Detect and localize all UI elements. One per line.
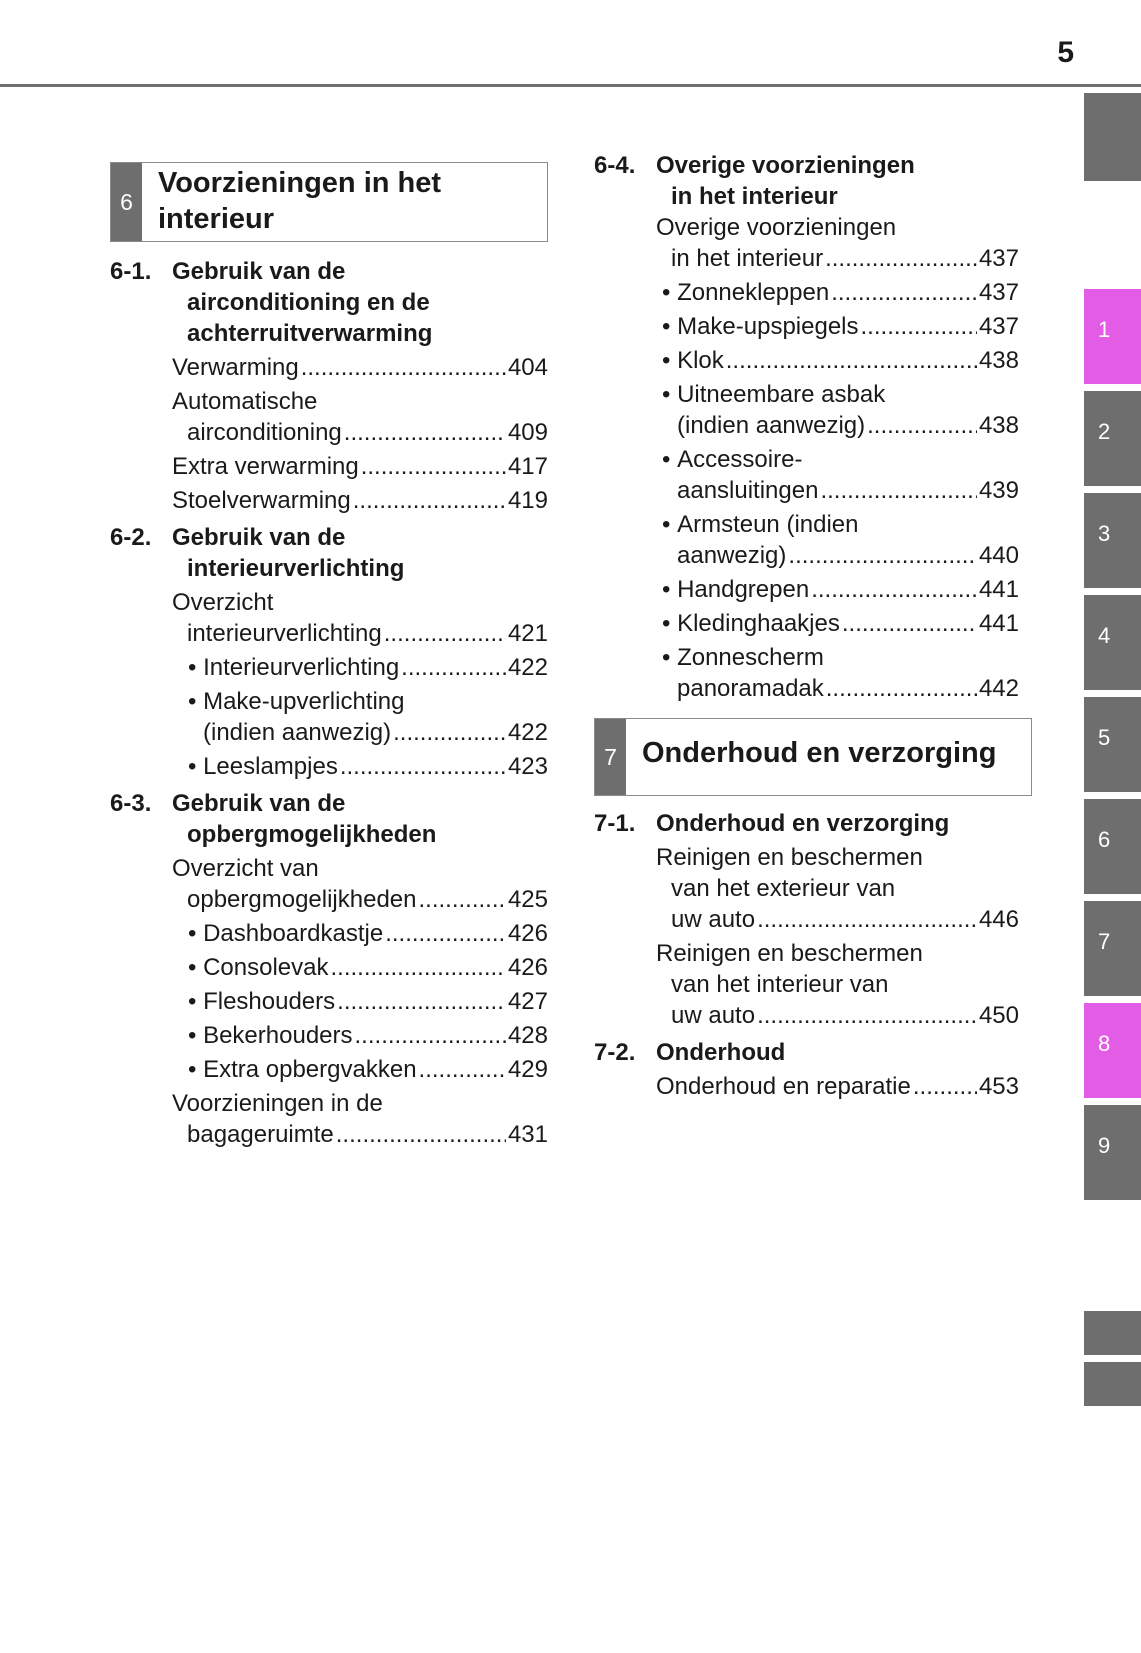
chapter-number: 7 xyxy=(595,719,626,795)
section-7-1 xyxy=(594,808,1019,1031)
toc-entry[interactable]: Stoelverwarming ..... 419 xyxy=(172,485,548,516)
section-heading[interactable]: 7-1. Onderhoud en verzorging xyxy=(594,810,950,837)
toc-entry[interactable]: Voorzieningen in de bagageruimte ..... 431 xyxy=(172,1088,548,1150)
side-tab-8[interactable]: 8 xyxy=(1084,1003,1141,1098)
toc-bullet-entry[interactable]: • Consolevak ..... 426 xyxy=(188,952,548,983)
toc-bullet-entry[interactable]: • Make-upspiegels ..... 437 xyxy=(662,311,1019,342)
toc-bullet-entry[interactable]: • Klok ..... 438 xyxy=(662,345,1019,376)
side-tab-blank[interactable] xyxy=(1084,93,1141,181)
section-6-3 xyxy=(110,788,548,1150)
side-tab-6[interactable]: 6 xyxy=(1084,799,1141,894)
toc-entry[interactable]: Extra verwarming ..... 417 xyxy=(172,451,548,482)
section-7-2 xyxy=(594,1037,1019,1102)
toc-bullet-entry[interactable]: • Accessoire- aansluitingen ..... 439 xyxy=(662,444,1019,506)
toc-entry[interactable]: Overige voorzieningen in het interieur ..... 437 xyxy=(656,212,1019,274)
section-heading[interactable]: 6-2. Gebruik van de interieurverlichting xyxy=(110,524,405,582)
side-tab-9[interactable]: 9 xyxy=(1084,1105,1141,1200)
side-tab-7[interactable]: 7 xyxy=(1084,901,1141,996)
chapter-title: Onderhoud en verzorging xyxy=(642,737,997,769)
toc-bullet-entry[interactable]: • Leeslampjes ..... 423 xyxy=(188,751,548,782)
toc-bullet-entry[interactable]: • Zonnekleppen ..... 437 xyxy=(662,277,1019,308)
toc-entry[interactable]: Verwarming ..... 404 xyxy=(172,352,548,383)
toc-bullet-entry[interactable]: • Handgrepen ..... 441 xyxy=(662,574,1019,605)
side-tab-2[interactable]: 2 xyxy=(1084,391,1141,486)
header-rule xyxy=(0,84,1141,87)
toc-bullet-entry[interactable]: • Armsteun (indien aanwezig) ..... 440 xyxy=(662,509,1019,571)
chapter-6-header xyxy=(110,162,548,242)
side-tab-1[interactable]: 1 xyxy=(1084,289,1141,384)
chapter-number: 6 xyxy=(111,163,142,241)
toc-bullet-entry[interactable]: • Fleshouders ..... 427 xyxy=(188,986,548,1017)
section-heading[interactable]: 6-1. Gebruik van de airconditioning en de achterruitverwarming xyxy=(110,258,433,347)
section-heading[interactable]: 6-4. Overige voorzieningen in het interieur xyxy=(594,152,915,210)
toc-entry[interactable]: Onderhoud en reparatie ..... 453 xyxy=(656,1071,1019,1102)
toc-entry[interactable]: Overzicht van opbergmogelijkheden ..... 425 xyxy=(172,853,548,915)
toc-bullet-entry[interactable]: • Interieurverlichting ..... 422 xyxy=(188,652,548,683)
section-heading[interactable]: 7-2. Onderhoud xyxy=(594,1039,786,1066)
side-tab-index-b[interactable] xyxy=(1084,1362,1141,1406)
toc-bullet-entry[interactable]: • Extra opbergvakken ..... 429 xyxy=(188,1054,548,1085)
toc-bullet-entry[interactable]: • Dashboardkastje ..... 426 xyxy=(188,918,548,949)
toc-entry[interactable]: Automatische airconditioning ..... 409 xyxy=(172,386,548,448)
side-tab-5[interactable]: 5 xyxy=(1084,697,1141,792)
chapter-title: Voorzieningen in het interieur xyxy=(158,167,442,235)
section-6-2 xyxy=(110,522,548,782)
chapter-7-header xyxy=(594,718,1032,796)
toc-bullet-entry[interactable]: • Bekerhouders ..... 428 xyxy=(188,1020,548,1051)
toc-column-right xyxy=(594,150,1019,1102)
side-tab-3[interactable]: 3 xyxy=(1084,493,1141,588)
toc-entry[interactable]: Reinigen en beschermen van het exterieur van uw auto ..... 446 xyxy=(656,842,1019,935)
section-heading[interactable]: 6-3. Gebruik van de opbergmogelijkheden xyxy=(110,790,437,848)
side-tab-index-a[interactable] xyxy=(1084,1311,1141,1355)
page-number: 5 xyxy=(1057,36,1074,69)
section-6-1 xyxy=(110,256,548,516)
side-tab-4[interactable]: 4 xyxy=(1084,595,1141,690)
toc-entry[interactable]: Overzicht interieurverlichting ..... 421 xyxy=(172,587,548,649)
toc-bullet-entry[interactable]: • Uitneembare asbak (indien aanwezig) ..... 438 xyxy=(662,379,1019,441)
toc-bullet-entry[interactable]: • Make-upverlichting (indien aanwezig) ..... 422 xyxy=(188,686,548,748)
toc-entry[interactable]: Reinigen en beschermen van het interieur van uw auto ..... 450 xyxy=(656,938,1019,1031)
section-6-4 xyxy=(594,150,1019,704)
toc-bullet-entry[interactable]: • Kledinghaakjes ..... 441 xyxy=(662,608,1019,639)
toc-column-left xyxy=(110,162,548,1150)
toc-bullet-entry[interactable]: • Zonnescherm panoramadak ..... 442 xyxy=(662,642,1019,704)
